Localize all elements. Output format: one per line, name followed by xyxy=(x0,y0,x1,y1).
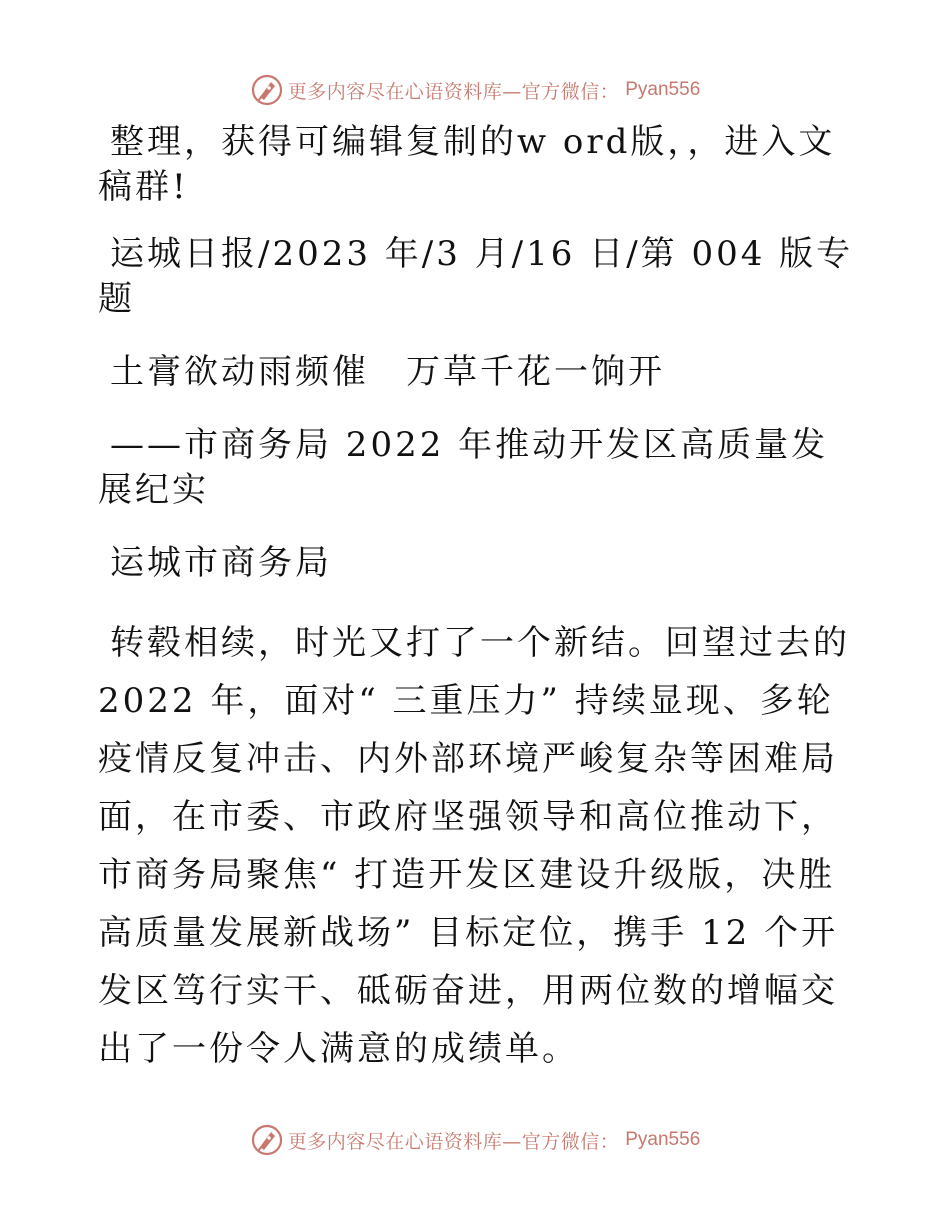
pen-nib-icon xyxy=(250,1123,284,1157)
watermark-banner-top xyxy=(0,70,950,110)
article-title: 土膏欲动雨频催 万草千花一饷开 xyxy=(110,352,665,392)
intro-note: 整理，获得可编辑复制的w ord版，，进入文稿群! xyxy=(98,122,836,207)
source-line: 运城日报/2023 年/3 月/16 日/第 004 版专题 xyxy=(98,234,854,319)
article-subtitle: ——市商务局 2022 年推动开发区高质量发展纪实 xyxy=(98,425,829,510)
author-line: 运城市商务局 xyxy=(110,543,332,583)
watermark-wechat-id: Pyan556 xyxy=(625,79,701,100)
pen-nib-icon xyxy=(250,73,284,107)
watermark-banner-bottom xyxy=(0,1120,950,1160)
watermark-text: 更多内容尽在心语资料库—官方微信： xyxy=(287,1130,620,1153)
watermark-text: 更多内容尽在心语资料库—官方微信： xyxy=(287,80,620,103)
watermark-wechat-id: Pyan556 xyxy=(625,1129,701,1150)
document-body xyxy=(98,120,858,1106)
body-paragraph: 转毂相续，时光又打了一个新结。回望过去的 2022 年，面对“ 三重压力” 持续显现、多轮疫情反复冲击、内外部环境严峻复杂等困难局面，在市委、市政府坚强领导和高位推动下，市商务局聚焦“ 打造开发区建设升级版，决胜高质量发展新战场” 目标定位，携手 12 个开发区笃行实干、砥砺奋进，用两位数的增幅交出了一份令人满意的成绩单。 xyxy=(98,623,850,1069)
